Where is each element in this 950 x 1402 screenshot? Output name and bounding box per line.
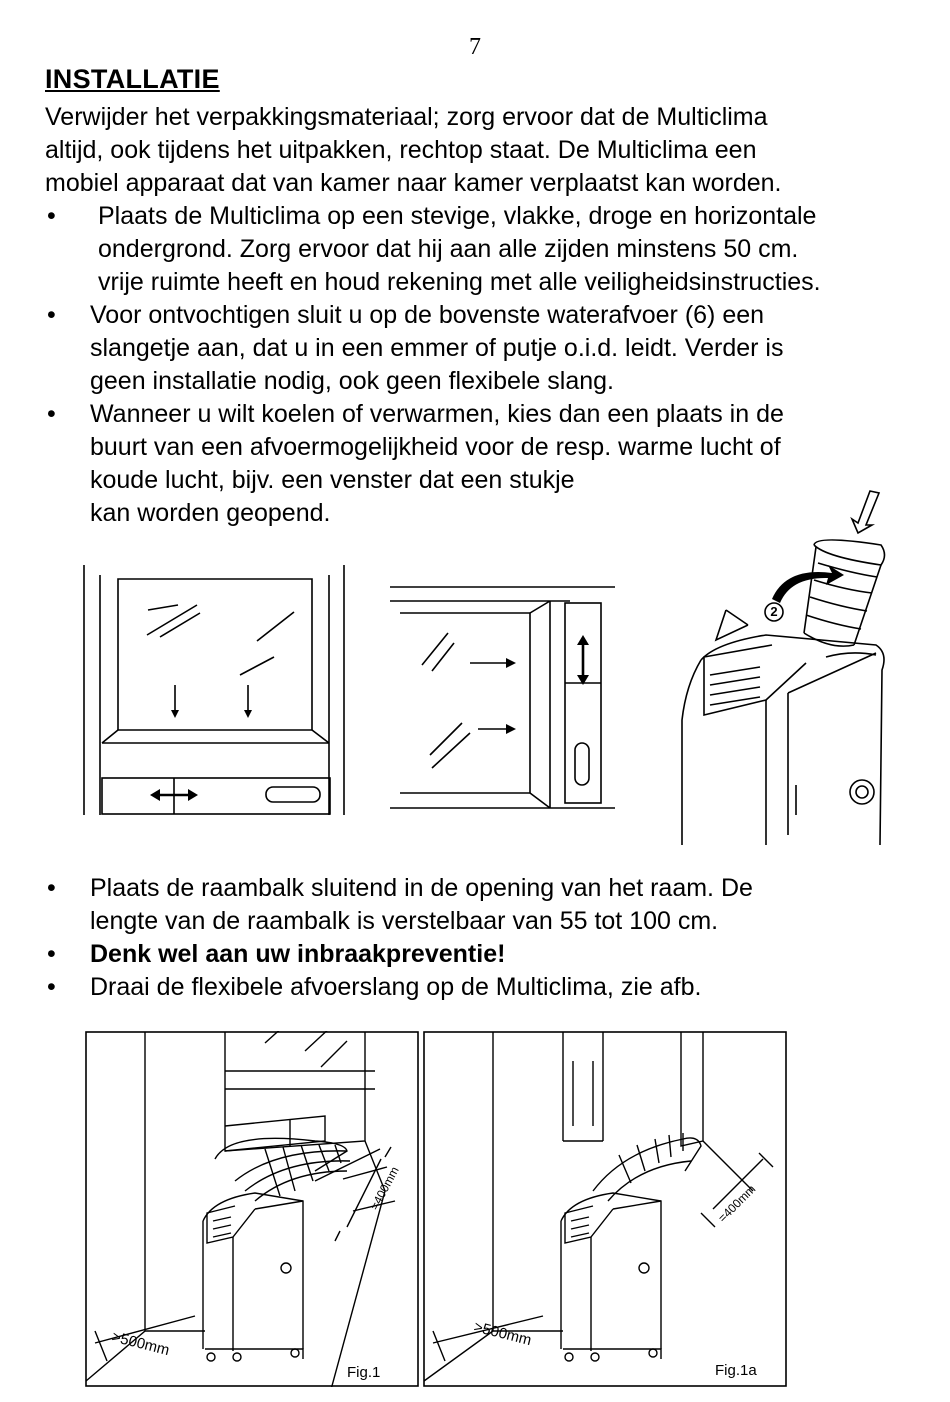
bullet-line: Draai de flexibele afvoerslang op de Multiclima, zie afb. <box>90 973 702 1001</box>
bullet-dot: • <box>47 301 56 329</box>
bullet-line: ondergrond. Zorg ervoor dat hij aan alle zijden minstens 50 cm. <box>98 235 799 263</box>
page-number: 7 <box>469 34 481 60</box>
figure-1 <box>85 1031 419 1387</box>
bullet-line: slangetje aan, dat u in een emmer of putje o.i.d. leidt. Verder is <box>90 334 784 362</box>
bullet-line: buurt van een afvoermogelijkheid voor de resp. warme lucht of <box>90 433 781 461</box>
bullet-dot: • <box>47 400 56 428</box>
bullet-line: koude lucht, bijv. een venster dat een stukje <box>90 466 575 494</box>
bullet-line: Wanneer u wilt koelen of verwarmen, kies dan een plaats in de <box>90 400 784 428</box>
section-title: INSTALLATIE <box>45 64 220 94</box>
window-slider-vertical-figure <box>390 583 620 823</box>
bullet-dot: • <box>47 874 56 902</box>
bullet-dot: • <box>47 973 56 1001</box>
intro-line: Verwijder het verpakkingsmateriaal; zorg ervoor dat de Multiclima <box>45 103 768 131</box>
warning-line: Denk wel aan uw inbraakpreventie! <box>90 940 506 968</box>
window-slider-horizontal-figure <box>82 565 352 820</box>
intro-line: altijd, ook tijdens het uitpakken, rechtop staat. De Multiclima een <box>45 136 757 164</box>
bullet-line: lengte van de raambalk is verstelbaar van 55 tot 100 cm. <box>90 907 719 935</box>
distance-wall-label: =400mm <box>715 1181 759 1226</box>
hose-attach-figure <box>676 485 891 855</box>
bullet-dot: • <box>47 940 56 968</box>
intro-paragraph <box>45 101 925 200</box>
intro-line: mobiel apparaat dat van kamer naar kamer verplaatst kan worden. <box>45 169 782 197</box>
bullet-line: Plaats de Multiclima op een stevige, vlakke, droge en horizontale <box>98 202 817 230</box>
bullet-line: vrije ruimte heeft en houd rekening met alle veiligheidsinstructies. <box>98 268 821 296</box>
figure-1a <box>423 1031 787 1387</box>
bullet-line: geen installatie nodig, ook geen flexibele slang. <box>90 367 614 395</box>
bullet-line: Voor ontvochtigen sluit u op de bovenste waterafvoer (6) een <box>90 301 765 329</box>
figure-caption: Fig.1a <box>715 1362 757 1379</box>
distance-side-label: >500mm <box>472 1318 534 1350</box>
distance-side-label: >500mm <box>110 1328 172 1360</box>
bullet-dot: • <box>47 202 56 230</box>
bullet-line: kan worden geopend. <box>90 499 331 527</box>
distance-wall-label: =400mm <box>367 1164 402 1213</box>
step-number: 2 <box>770 604 778 619</box>
figure-caption: Fig.1 <box>347 1364 381 1381</box>
bullet-line: Plaats de raambalk sluitend in de opening van het raam. De <box>90 874 753 902</box>
